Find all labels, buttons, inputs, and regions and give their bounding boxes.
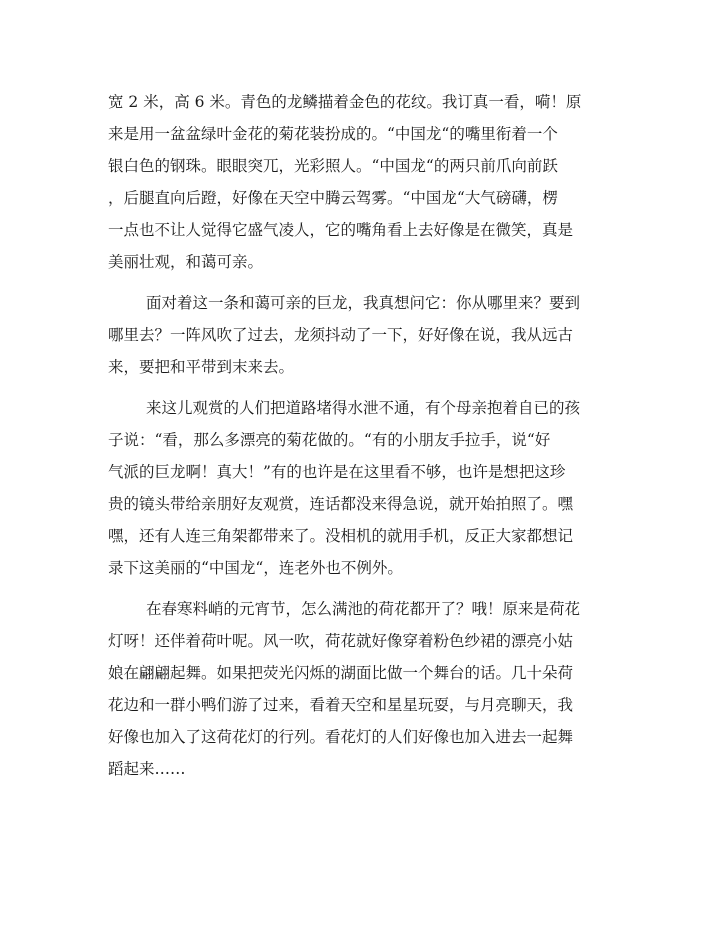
text-line: 花边和一群小鸭们游了过来，看着天空和星星玩耍，与月亮聊天，我 [108,696,574,714]
text-line: 灯呀！还伴着荷叶呢。风一吹，荷花就好像穿着粉色纱裙的漂亮小姑 [108,632,574,650]
text-line: 蹈起来…… [108,760,186,778]
document-body [108,86,628,785]
text-line: 气派的巨龙啊！真大！”有的也许是在这里看不够，也许是想把这珍 [108,463,566,481]
text-line: 来这儿观赏的人们把道路堵得水泄不通，有个母亲抱着自已的孩 [146,399,581,417]
text-line: ，后腿直向后蹬，好像在天空中腾云驾雾。“中国龙“大气磅礴，楞 [108,189,558,207]
text-line: 一点也不让人觉得它盛气凌人，它的嘴角看上去好像是在微笑，真是 [108,221,574,239]
text-line: 好像也加入了这荷花灯的行列。看花灯的人们好像也加入进去一起舞 [108,728,574,746]
text-line: 贵的镜头带给亲朋好友观赏，连话都没来得急说，就开始拍照了。嘿 [108,495,574,513]
text-line: 录下这美丽的“中国龙“，连老外也不例外。 [108,559,403,577]
text-line: 宽 2 米，高 6 米。青色的龙鳞描着金色的花纹。我订真一看，嗬！原 [108,93,582,111]
paragraph-2 [108,287,628,383]
text-line: 哪里去？一阵风吹了过去，龙须抖动了一下，好好像在说，我从远古 [108,326,574,344]
paragraph-gap [108,383,628,392]
text-line: 娘在翩翩起舞。如果把荧光闪烁的湖面比做一个舞台的话。几十朵荷 [108,664,574,682]
paragraph-1 [108,86,628,278]
paragraph-4 [108,593,628,785]
text-line: 来是用一盆盆绿叶金花的菊花装扮成的。“中国龙“的嘴里衔着一个 [108,125,558,143]
paragraph-gap [108,278,628,287]
text-line: 子说：“看，那么多漂亮的菊花做的。“有的小朋友手拉手，说“好 [108,431,551,449]
paragraph-gap [108,584,628,593]
text-line: 银白色的钢珠。眼眼突兀，光彩照人。“中国龙“的两只前爪向前跃 [108,157,558,175]
text-line: 面对着这一条和蔼可亲的巨龙，我真想问它：你从哪里来？要到 [146,294,581,312]
text-line: 美丽壮观，和蔼可亲。 [108,253,264,271]
paragraph-3 [108,392,628,584]
text-line: 嘿，还有人连三角架都带来了。没相机的就用手机，反正大家都想记 [108,527,574,545]
text-line: 来，要把和平带到末来去。 [108,358,295,376]
text-line: 在春寒料峭的元宵节，怎么满池的荷花都开了？哦！原来是荷花 [146,600,581,618]
